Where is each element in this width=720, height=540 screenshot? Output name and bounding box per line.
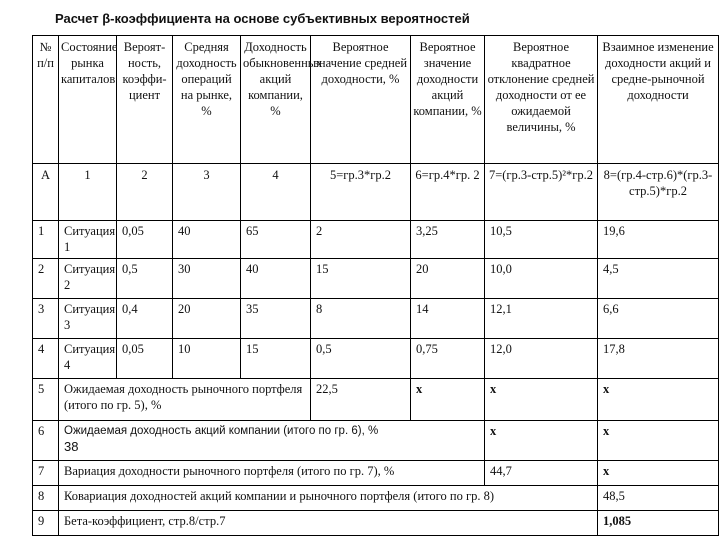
header-cell: Вероятное квадратное отклонение средней доходности от ее ожидаемой величины, % bbox=[485, 36, 598, 164]
row-value: 38 bbox=[64, 439, 79, 454]
summary-row-8 bbox=[33, 486, 719, 511]
row-label bbox=[59, 421, 485, 461]
row-number: 7 bbox=[33, 461, 59, 486]
cell-value: 40 bbox=[173, 221, 241, 259]
table-row bbox=[33, 259, 719, 299]
cell-value: 14 bbox=[411, 299, 485, 339]
summary-row-6 bbox=[33, 421, 719, 461]
formula-cell: 5=гр.3*гр.2 bbox=[311, 164, 411, 221]
cell-value: x bbox=[485, 421, 598, 461]
formula-cell: 1 bbox=[59, 164, 117, 221]
cell-value: 2 bbox=[311, 221, 411, 259]
header-cell: Вероятное значение доходности акций компании, % bbox=[411, 36, 485, 164]
cell-value: 15 bbox=[311, 259, 411, 299]
header-cell: Вероятное значение средней доходности, % bbox=[311, 36, 411, 164]
cell-value: x bbox=[411, 379, 485, 421]
header-cell: Доходность обыкновенных акций компании, % bbox=[241, 36, 311, 164]
cell-value: 10,0 bbox=[485, 259, 598, 299]
row-number: 3 bbox=[33, 299, 59, 339]
cell-value: 22,5 bbox=[311, 379, 411, 421]
cell-value: 4,5 bbox=[598, 259, 719, 299]
row-label: Ожидаемая доходность рыночного портфеля (итого по гр. 5), % bbox=[59, 379, 311, 421]
formula-cell: 4 bbox=[241, 164, 311, 221]
formula-cell: 8=(гр.4-стр.6)*(гр.3-стр.5)*гр.2 bbox=[598, 164, 719, 221]
header-cell: Взаимное изменение доходности акций и средне-рыночной доходности bbox=[598, 36, 719, 164]
formula-row bbox=[33, 164, 719, 221]
cell-value: 0,75 bbox=[411, 339, 485, 379]
table-row bbox=[33, 221, 719, 259]
row-number: 2 bbox=[33, 259, 59, 299]
row-number: 8 bbox=[33, 486, 59, 511]
summary-row-9 bbox=[33, 511, 719, 536]
cell-value: 6,6 bbox=[598, 299, 719, 339]
cell-value: 10,5 bbox=[485, 221, 598, 259]
market-situation: Ситуация 2 bbox=[59, 259, 117, 299]
cell-value: 65 bbox=[241, 221, 311, 259]
row-number: 4 bbox=[33, 339, 59, 379]
header-row bbox=[33, 36, 719, 164]
header-cell: Вероят-ность, коэффи-циент bbox=[117, 36, 173, 164]
cell-value: 0,05 bbox=[117, 339, 173, 379]
cell-value: 0,4 bbox=[117, 299, 173, 339]
summary-row-5 bbox=[33, 379, 719, 421]
cell-value: 20 bbox=[411, 259, 485, 299]
row-number: 9 bbox=[33, 511, 59, 536]
cell-value: 0,5 bbox=[117, 259, 173, 299]
formula-cell: 2 bbox=[117, 164, 173, 221]
table-row bbox=[33, 299, 719, 339]
market-situation: Ситуация 4 bbox=[59, 339, 117, 379]
cell-value: x bbox=[598, 421, 719, 461]
cell-value: 12,1 bbox=[485, 299, 598, 339]
cell-value: 10 bbox=[173, 339, 241, 379]
table-row bbox=[33, 339, 719, 379]
cell-value: 48,5 bbox=[598, 486, 719, 511]
row-number: 6 bbox=[33, 421, 59, 461]
header-cell: Состояние рынка капиталов bbox=[59, 36, 117, 164]
cell-value: 35 bbox=[241, 299, 311, 339]
cell-value: 8 bbox=[311, 299, 411, 339]
cell-value: 15 bbox=[241, 339, 311, 379]
cell-value: 0,05 bbox=[117, 221, 173, 259]
formula-cell: 7=(гр.3-стр.5)²*гр.2 bbox=[485, 164, 598, 221]
cell-value: x bbox=[598, 379, 719, 421]
row-label-text: Ожидаемая доходность акций компании (итого по гр. 6), % bbox=[64, 425, 379, 437]
cell-value: 40 bbox=[241, 259, 311, 299]
row-label: Бета-коэффициент, стр.8/стр.7 bbox=[59, 511, 598, 536]
cell-value: 30 bbox=[173, 259, 241, 299]
cell-value: x bbox=[485, 379, 598, 421]
beta-table bbox=[32, 35, 719, 536]
beta-value: 1,085 bbox=[598, 511, 719, 536]
header-cell: № п/п bbox=[33, 36, 59, 164]
row-label: Вариация доходности рыночного портфеля (итого по гр. 7), % bbox=[59, 461, 485, 486]
cell-value: 19,6 bbox=[598, 221, 719, 259]
page-title: Расчет β-коэффициента на основе субъективных вероятностей bbox=[55, 11, 470, 26]
formula-cell: 3 bbox=[173, 164, 241, 221]
row-number: 5 bbox=[33, 379, 59, 421]
cell-value: 12,0 bbox=[485, 339, 598, 379]
cell-value: x bbox=[598, 461, 719, 486]
market-situation: Ситуация 3 bbox=[59, 299, 117, 339]
cell-value: 44,7 bbox=[485, 461, 598, 486]
cell-value: 3,25 bbox=[411, 221, 485, 259]
cell-value: 17,8 bbox=[598, 339, 719, 379]
cell-value: 20 bbox=[173, 299, 241, 339]
cell-value: 0,5 bbox=[311, 339, 411, 379]
formula-cell: А bbox=[33, 164, 59, 221]
header-cell: Средняя доходность операций на рынке, % bbox=[173, 36, 241, 164]
summary-row-7 bbox=[33, 461, 719, 486]
formula-cell: 6=гр.4*гр. 2 bbox=[411, 164, 485, 221]
market-situation: Ситуация 1 bbox=[59, 221, 117, 259]
row-label: Ковариация доходностей акций компании и рыночного портфеля (итого по гр. 8) bbox=[59, 486, 598, 511]
row-number: 1 bbox=[33, 221, 59, 259]
